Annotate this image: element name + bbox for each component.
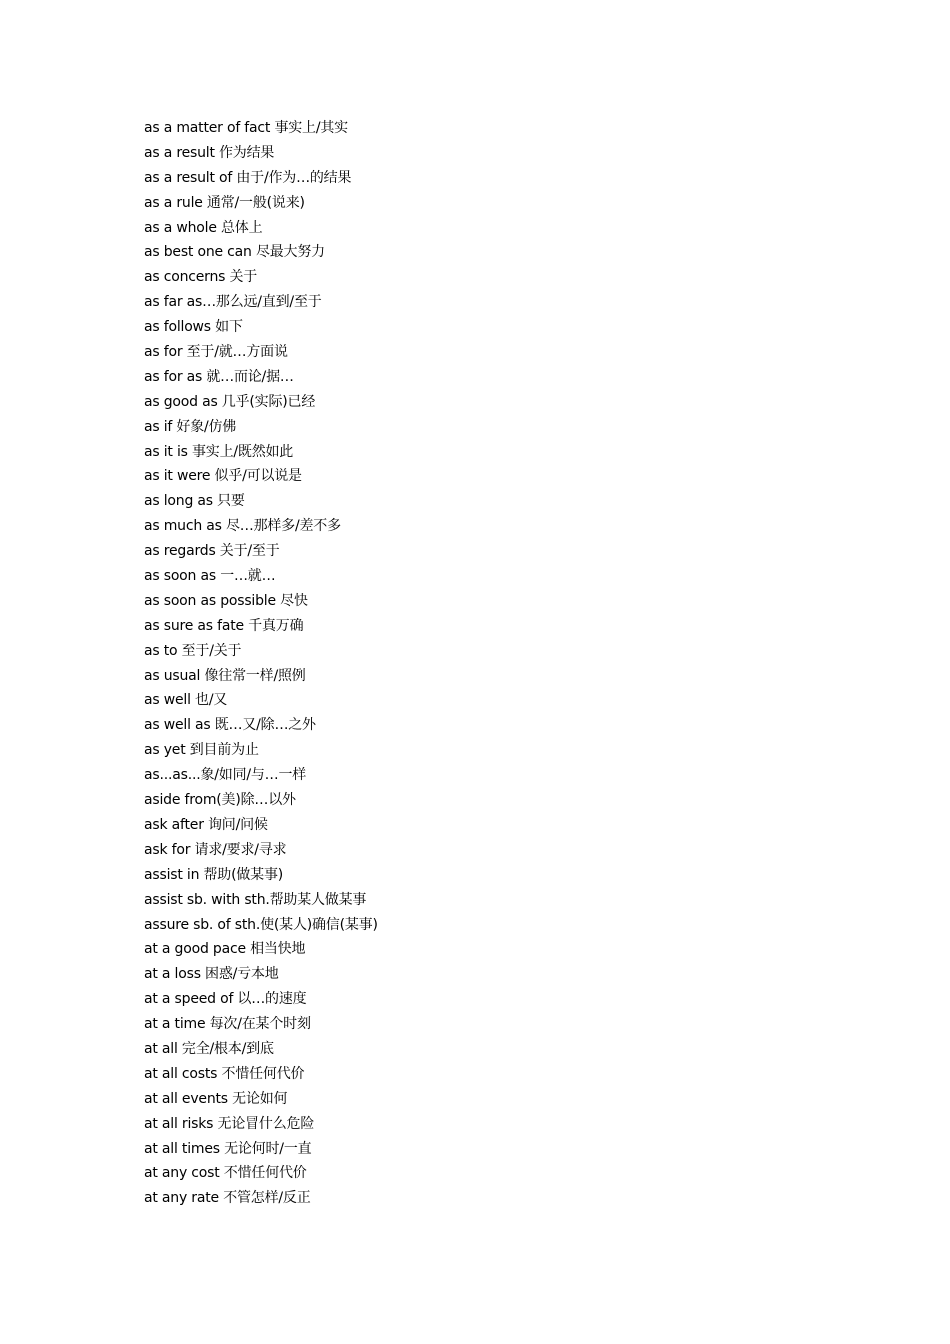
phrase-entry: at all events 无论如何: [144, 1090, 288, 1107]
phrase-entry: at any rate 不管怎样/反正: [144, 1190, 311, 1207]
phrase-entry: as for 至于/就…方面说: [144, 344, 288, 361]
phrase-entry: as it is 事实上/既然如此: [144, 443, 294, 460]
phrase-entry: as a whole 总体上: [144, 219, 263, 236]
phrase-entry: as soon as 一…就…: [144, 568, 276, 585]
phrase-entry: as a result of 由于/作为…的结果: [144, 169, 352, 186]
phrase-list: [144, 116, 378, 1211]
phrase-entry: as follows 如下: [144, 319, 243, 336]
phrase-entry: as soon as possible 尽快: [144, 592, 308, 609]
phrase-entry: as a result 作为结果: [144, 144, 275, 161]
phrase-entry: as concerns 关于: [144, 269, 258, 286]
phrase-entry: as sure as fate 千真万确: [144, 617, 304, 634]
phrase-entry: as much as 尽…那样多/差不多: [144, 518, 341, 535]
phrase-entry: at all costs 不惜任何代价: [144, 1065, 305, 1082]
phrase-entry: as far as…那么远/直到/至于: [144, 294, 322, 311]
phrase-entry: assure sb. of sth.使(某人)确信(某事): [144, 916, 378, 933]
phrase-entry: at a speed of 以…的速度: [144, 991, 307, 1008]
phrase-entry: as well 也/又: [144, 692, 228, 709]
phrase-entry: as well as 既…又/除…之外: [144, 717, 316, 734]
phrase-entry: assist in 帮助(做某事): [144, 866, 284, 883]
phrase-entry: as if 好象/仿佛: [144, 418, 237, 435]
phrase-entry: as for as 就…而论/据…: [144, 368, 294, 385]
phrase-entry: at any cost 不惜任何代价: [144, 1165, 307, 1182]
phrase-entry: at a good pace 相当快地: [144, 941, 306, 958]
phrase-entry: at all risks 无论冒什么危险: [144, 1115, 315, 1132]
phrase-entry: assist sb. with sth.帮助某人做某事: [144, 891, 367, 908]
phrase-entry: as usual 像往常一样/照例: [144, 667, 306, 684]
phrase-entry: as...as...象/如同/与…一样: [144, 767, 307, 784]
phrase-entry: aside from(美)除…以外: [144, 792, 296, 809]
phrase-entry: at all times 无论何时/一直: [144, 1140, 312, 1157]
phrase-entry: at a loss 困惑/亏本地: [144, 966, 279, 983]
phrase-entry: at all 完全/根本/到底: [144, 1040, 274, 1057]
phrase-entry: as good as 几乎(实际)已经: [144, 393, 316, 410]
phrase-entry: ask for 请求/要求/寻求: [144, 841, 287, 858]
phrase-entry: as regards 关于/至于: [144, 543, 280, 560]
phrase-entry: as a matter of fact 事实上/其实: [144, 120, 348, 136]
phrase-entry: as a rule 通常/一般(说来): [144, 194, 305, 211]
phrase-entry: as yet 到目前为止: [144, 742, 259, 759]
phrase-entry: as long as 只要: [144, 493, 245, 510]
phrase-entry: at a time 每次/在某个时刻: [144, 1016, 311, 1033]
phrase-entry: as it were 似乎/可以说是: [144, 468, 302, 485]
phrase-entry: ask after 询问/问候: [144, 816, 268, 833]
phrase-entry: as best one can 尽最大努力: [144, 244, 325, 261]
phrase-entry: as to 至于/关于: [144, 642, 242, 659]
